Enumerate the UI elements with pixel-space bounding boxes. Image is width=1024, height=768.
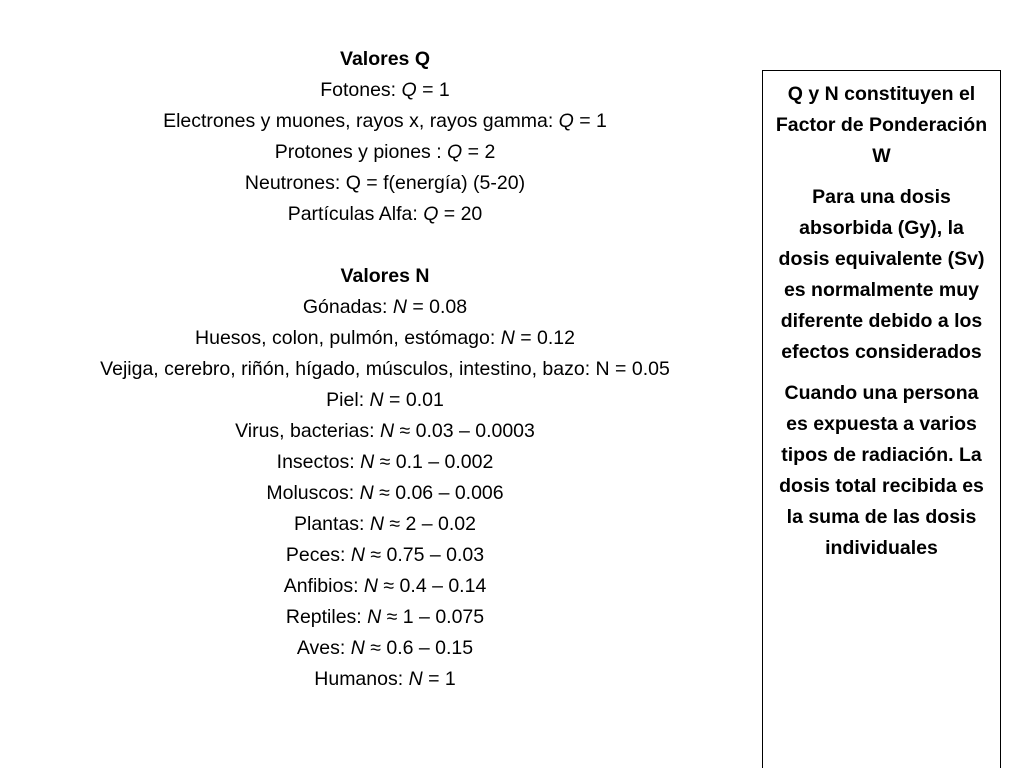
info-sidebar [762,70,1001,768]
n-item-piel [20,385,750,416]
n-item-var: N [367,606,382,628]
q-item-label: Fotones: [320,79,402,101]
n-item-label: Peces: [285,544,351,566]
n-item-label: Huesos, colon, pulmón, estómago: [195,327,501,349]
n-item-virus [20,416,750,447]
n-item-label: Insectos: [276,451,361,473]
n-item-value: ≈ 0.4 – 0.14 [378,575,487,597]
q-item-value: = 2 [462,141,496,163]
n-item-value: ≈ 0.75 – 0.03 [365,544,485,566]
n-item-plantas [20,509,750,540]
q-item-electrones [20,106,750,137]
n-item-label: Anfibios: [283,575,364,597]
n-item-value: ≈ 0.6 – 0.15 [364,637,474,659]
q-item-var: Q [423,203,439,225]
q-item-label: Neutrones: Q = f(energía) (5-20) [244,172,526,194]
n-item-gonadas [20,292,750,323]
n-item-var: N [369,389,384,411]
n-item-huesos [20,323,750,354]
q-item-var: Q [447,141,463,163]
n-item-peces [20,540,750,571]
n-item-value: ≈ 0.03 – 0.0003 [394,420,535,442]
n-item-value: ≈ 1 – 0.075 [381,606,485,628]
q-item-var: Q [401,79,417,101]
n-item-aves [20,633,750,664]
q-item-var: Q [558,110,574,132]
n-item-label: Reptiles: [285,606,368,628]
n-item-label: Plantas: [294,513,370,535]
n-item-label: Moluscos: [266,482,360,504]
q-item-neutrones [20,168,750,199]
n-item-anfibios [20,571,750,602]
q-values-heading: Valores Q [340,48,430,70]
q-item-value: = 20 [438,203,483,225]
n-values-heading: Valores N [340,265,430,287]
n-item-insectos [20,447,750,478]
n-item-label: Vejiga, cerebro, riñón, hígado, músculos, intestino, bazo: N = 0.05 [100,358,670,380]
n-item-var: N [359,482,374,504]
n-item-value: ≈ 2 – 0.02 [383,513,476,535]
n-item-label: Piel: [326,389,370,411]
n-item-value: = 1 [422,668,456,690]
n-item-var: N [360,451,375,473]
sidebar-paragraph-factor: Q y N constituyen el Factor de Ponderación W [775,83,988,167]
q-item-alfa [20,199,750,230]
n-item-var: N [350,637,365,659]
q-item-label: Protones y piones : [274,141,448,163]
n-item-value: = 0.01 [383,389,444,411]
q-item-label: Partículas Alfa: [287,203,424,225]
n-item-value: ≈ 0.1 – 0.002 [374,451,494,473]
n-item-reptiles [20,602,750,633]
main-content [20,44,750,695]
q-item-value: = 1 [416,79,450,101]
n-item-label: Humanos: [314,668,409,690]
n-item-value: = 0.12 [514,327,575,349]
n-item-var: N [363,575,379,597]
n-item-var: N [379,420,395,442]
n-item-var: N [350,544,365,566]
n-item-value: = 0.08 [406,296,468,318]
n-item-label: Virus, bacterias: [235,420,380,442]
sidebar-paragraph-exposicion: Cuando una persona es expuesta a varios tipos de radiación. La dosis total recibida es la suma de las dosis individuales [779,382,984,559]
sidebar-paragraph-dosis: Para una dosis absorbida (Gy), la dosis equivalente (Sv) es normalmente muy diferente debido a los efectos considerados [778,186,985,363]
n-item-moluscos [20,478,750,509]
n-item-var: N [500,327,515,349]
q-item-fotones [20,75,750,106]
n-item-humanos [20,664,750,695]
n-item-vejiga [20,354,750,385]
n-item-value: ≈ 0.06 – 0.006 [373,482,504,504]
n-item-var: N [392,296,407,318]
n-item-label: Gónadas: [302,296,393,318]
n-item-var: N [408,668,423,690]
n-item-label: Aves: [296,637,351,659]
q-item-value: = 1 [573,110,607,132]
n-item-var: N [369,513,384,535]
q-item-protones [20,137,750,168]
section-spacer [20,230,750,261]
q-item-label: Electrones y muones, rayos x, rayos gamma: [163,110,559,132]
